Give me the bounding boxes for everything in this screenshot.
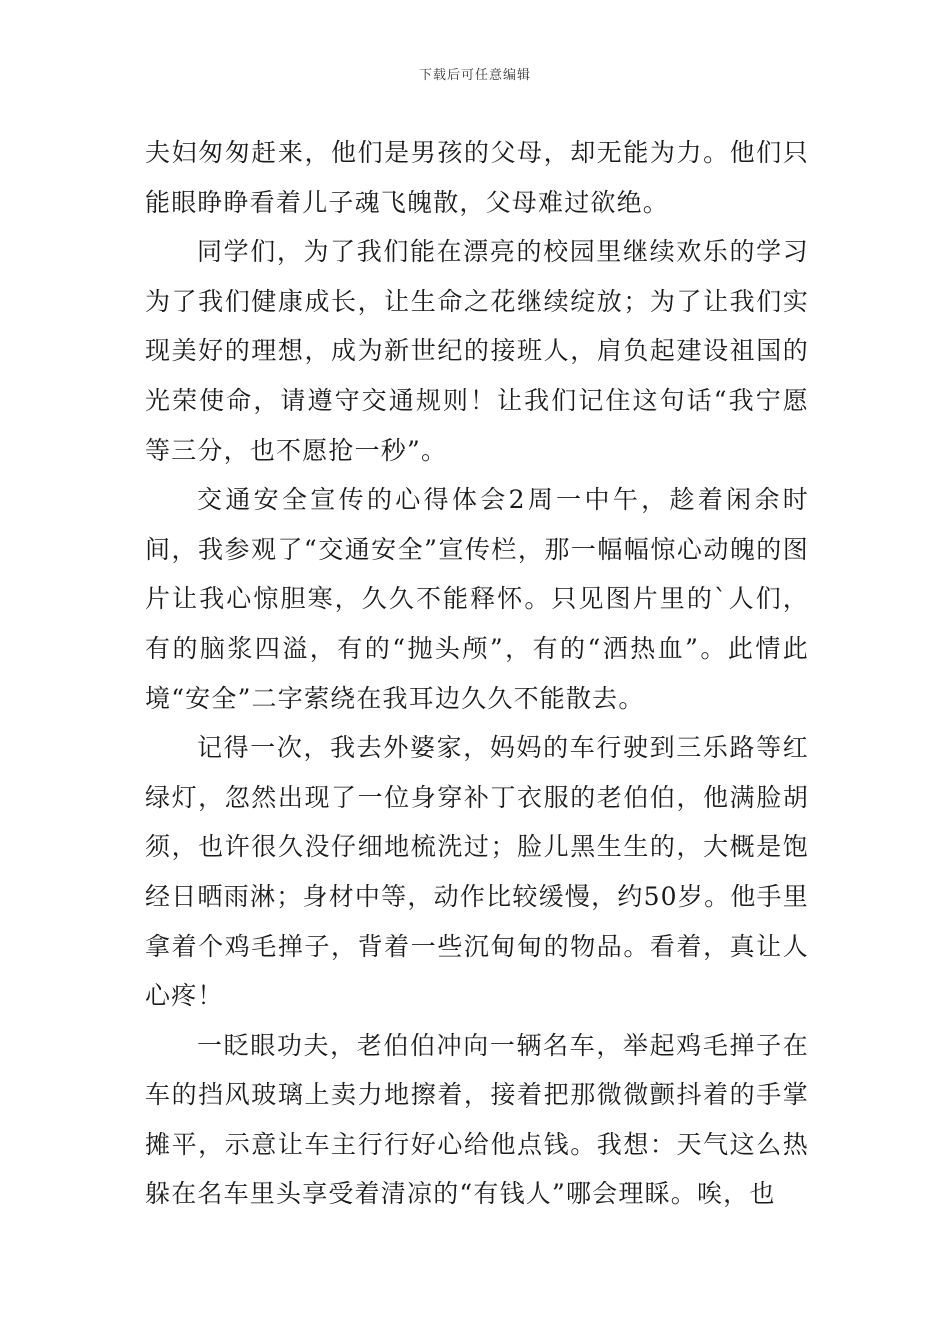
paragraph-3: 交通安全宣传的心得体会2周一中午，趁着闲余时间，我参观了“交通安全”宣传栏，那一幅幅惊心动魄的图片让我心惊胆寒，久久不能释怀。只见图片里的`人们，有的脑浆四溢，有的“抛头颅”，有的“洒热血”。此情此境“安全”二字萦绕在我耳边久久不能散去。: [145, 485, 809, 713]
paragraph-5: 一眨眼功夫，老伯伯冲向一辆名车，举起鸡毛掸子在车的挡风玻璃上卖力地擦着，接着把那微微颤抖着的手掌摊平，示意让车主行行好心给他点钱。我想：天气这么热躲在名车里头享受着清凉的“有钱人”哪会理睬。唉，也: [145, 1030, 809, 1209]
paragraph-2: 同学们，为了我们能在漂亮的校园里继续欢乐的学习为了我们健康成长，让生命之花继续绽放；为了让我们实现美好的理想，成为新世纪的接班人，肩负起建设祖国的光荣使命，请遵守交通规则！让我们记住这句话“我宁愿等三分，也不愿抢一秒”。: [145, 237, 809, 465]
document-body: [145, 128, 809, 1219]
page-header-note: 下载后可任意编辑: [418, 68, 531, 83]
paragraph-4: 记得一次，我去外婆家，妈妈的车行驶到三乐路等红绿灯，忽然出现了一位身穿补丁衣服的老伯伯，他满脸胡须，也许很久没仔细地梳洗过；脸儿黑生生的，大概是饱经日晒雨淋；身材中等，动作比较缓慢，约50岁。他手里拿着个鸡毛掸子，背着一些沉甸甸的物品。看着，真让人心疼！: [145, 733, 809, 1011]
paragraph-1: 夫妇匆匆赶来，他们是男孩的父母，却无能为力。他们只能眼睁睁看着儿子魂飞魄散，父母难过欲绝。: [145, 138, 809, 217]
